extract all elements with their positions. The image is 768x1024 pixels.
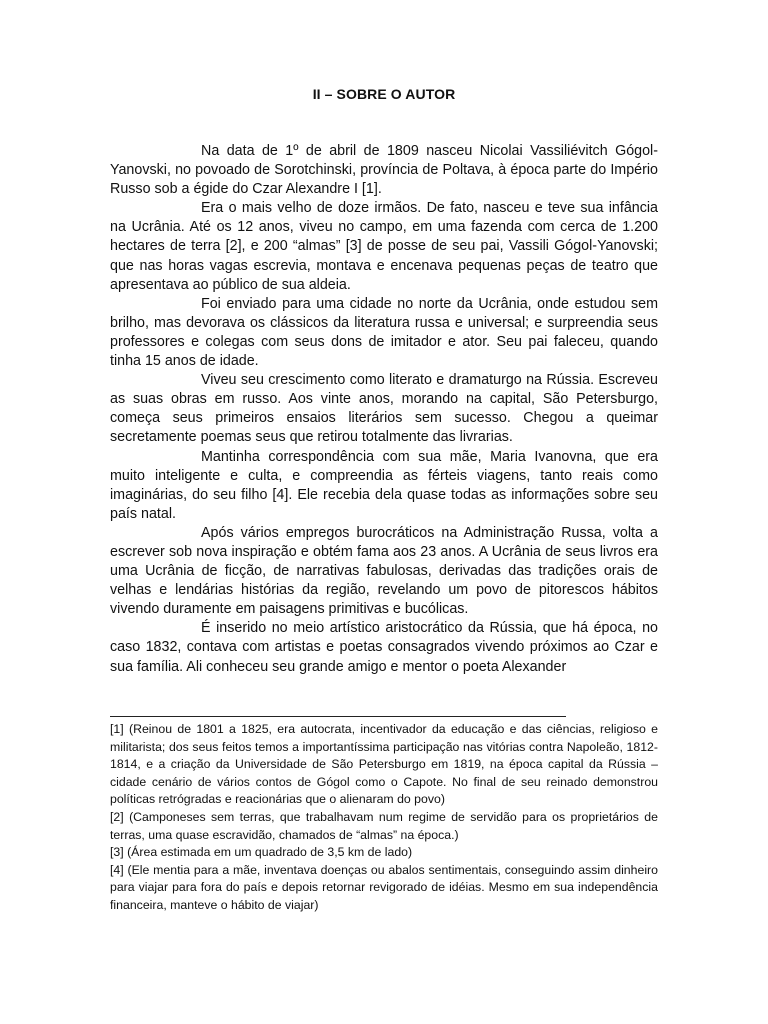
paragraph: Após vários empregos burocráticos na Administração Russa, volta a escrever sob nova inspiração e obtém fama aos 23 anos. A Ucrânia de seus livros era uma Ucrânia de ficção, de narrativas fabulosas, derivadas das tradições orais de velhas e lendárias histórias da região, revelando um povo de pitorescos hábitos vivendo duramente em paisagens primitivas e bucólicas. — [110, 524, 658, 618]
paragraph: Era o mais velho de doze irmãos. De fato, nasceu e teve sua infância na Ucrânia. Até os 12 anos, viveu no campo, em uma fazenda com cerca de 1.200 hectares de terra [2], e 200 “almas” [3] de posse de seu pai, Vassili Gógol-Yanovski; que nas horas vagas escrevia, montava e encenava pequenas peças de teatro que apresentava ao público de sua aldeia. — [110, 200, 658, 293]
paragraph: Mantinha correspondência com sua mãe, Maria Ivanovna, que era muito inteligente e culta, e compreendia as férteis viagens, tanto reais como imaginárias, do seu filho [4]. Ele recebia dela quase todas as informações sobre seu país natal. — [110, 448, 658, 522]
footnotes — [110, 721, 658, 915]
body-text — [110, 142, 658, 677]
footnote: [1] (Reinou de 1801 a 1825, era autocrata, incentivador da educação e das ciências, religioso e militarista; dos seus feitos temos a importantíssima participação nas vitórias contra Napoleão, 1812-1814, e a criação da Universidade de São Petersburgo em 1819, na época capital da Rússia – cidade cenário de vários contos de Gógol como o Capote. No final de seu reinado demonstrou políticas retrógradas e reacionárias que o alienaram do povo) — [110, 722, 658, 807]
paragraph: Na data de 1º de abril de 1809 nasceu Nicolai Vassiliévitch Gógol-Yanovski, no povoado de Sorotchinski, província de Poltava, à época parte do Império Russo sob a égide do Czar Alexandre I [1]. — [110, 143, 658, 198]
footnote: [3] (Área estimada em um quadrado de 3,5 km de lado) — [110, 845, 413, 860]
footnote: [4] (Ele mentia para a mãe, inventava doenças ou abalos sentimentais, conseguindo assim dinheiro para viajar para fora do país e depois retornar revigorado de idéias. Mesmo em sua independência financeira, manteve o hábito de viajar) — [110, 862, 658, 912]
paragraph: Viveu seu crescimento como literato e dramaturgo na Rússia. Escreveu as suas obras em russo. Aos vinte anos, morando na capital, São Petersburgo, começa seus primeiros ensaios literários sem sucesso. Chegou a queimar secretamente poemas seus que retirou totalmente das livrarias. — [110, 372, 658, 446]
footnote: [2] (Camponeses sem terras, que trabalhavam num regime de servidão para os proprietários de terras, uma quase escravidão, chamados de “almas” na época.) — [110, 809, 658, 842]
paragraph: É inserido no meio artístico aristocrático da Rússia, que há época, no caso 1832, contava com artistas e poetas consagrados vivendo próximos ao Czar e sua família. Ali conheceu seu grande amigo e mentor o poeta Alexander — [110, 620, 658, 675]
footnote-separator — [110, 716, 566, 717]
section-title: II – SOBRE O AUTOR — [312, 86, 456, 102]
paragraph: Foi enviado para uma cidade no norte da Ucrânia, onde estudou sem brilho, mas devorava os clássicos da literatura russa e universal; e surpreendia seus professores e colegas com seus dons de imitador e ator. Seu pai faleceu, quando tinha 15 anos de idade. — [110, 295, 658, 370]
